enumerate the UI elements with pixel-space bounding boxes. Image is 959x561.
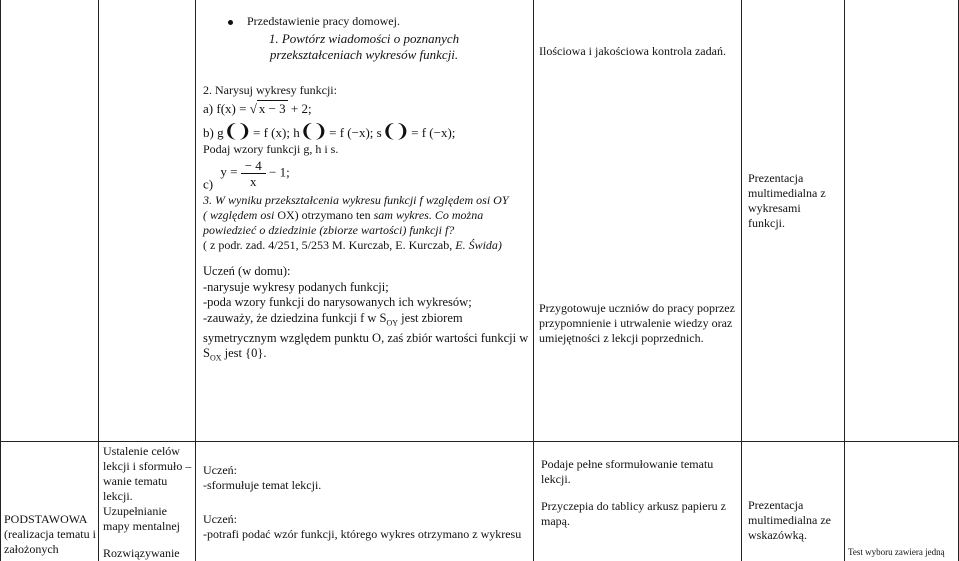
table-border-left bbox=[0, 0, 1, 561]
student-lesson-activities: Uczeń: -sformułuje temat lekcji. Uczeń: -potrafi podać wzór funkcji, którego wykres otrzymano z wykresu bbox=[203, 463, 522, 541]
homework-presentation: Przedstawienie pracy domowej. bbox=[247, 14, 400, 28]
table-border-col1 bbox=[98, 0, 99, 561]
table-border-col3 bbox=[533, 0, 534, 561]
formula-a: a) f(x) = √ x − 3 + 2; bbox=[203, 101, 312, 116]
table-border-col4 bbox=[741, 0, 742, 561]
lesson-media: Prezentacja multimedialna ze wskazówką. bbox=[748, 498, 831, 542]
task-3: 3. W wyniku przekształcenia wykresu funkcji f względem osi OY ( względem osi OX) otrzymano ten sam wykres. Co można powiedzieć o dziedzinie (zbiorze wartości) funkcji f? ( z podr. zad. 4/251, 5/253 M. Kurczab, E. Kurczab, E. Świda) bbox=[203, 193, 509, 252]
formula-c: c) y = $\frac{- 4}{x}$ − 1; bbox=[203, 158, 290, 192]
task-2-title: 2. Narysuj wykresy funkcji: bbox=[203, 83, 337, 97]
formula-b: b) g❨❩ = f (x); h❨❩ = f (−x); s❨❩ = f (−x); bbox=[203, 121, 456, 141]
teacher-lesson-activities: Podaje pełne sformułowanie tematu lekcji. Przyczepia do tablicy arkusz papieru z mapą. bbox=[541, 457, 726, 528]
stage-activities: Ustalenie celów lekcji i sformuło – wanie tematu lekcji. Uzupełnianie mapy mentalnej Rozwiązywanie bbox=[103, 444, 192, 560]
table-border-col2 bbox=[195, 0, 196, 561]
fraction: $\frac{- 4}{x}$ bbox=[241, 158, 266, 189]
task-1-title: 1. Powtórz wiadomości o poznanych przekształceniach wykresów funkcji. bbox=[268, 31, 460, 62]
student-home-activities: Uczeń (w domu): -narysuje wykresy podanych funkcji; -poda wzory funkcji do narysowanych ich wykresów; -zauważy, że dziedzina funkcji f w $S_{OY}$ jest zbiorem symetrycznym względem punktu O, zaś zbiór wartości funkcji w $S_{OX}$ jest {0}. bbox=[203, 264, 529, 363]
teacher-preparation: Przygotowuje uczniów do pracy poprzez przypomnienie i utrwalenie wiedzy oraz umiejętności z lekcji poprzednich. bbox=[539, 301, 735, 345]
media-presentation: Prezentacja multimedialna z wykresami funkcji. bbox=[748, 171, 826, 230]
test-description: Test wyboru zawiera jedną bbox=[848, 547, 945, 557]
bullet-icon bbox=[228, 20, 233, 25]
table-border-col5 bbox=[844, 0, 845, 561]
podaj-wzory: Podaj wzory funkcji g, h i s. bbox=[203, 142, 339, 156]
teacher-control: Ilościowa i jakościowa kontrola zadań. bbox=[539, 44, 726, 58]
row-divider bbox=[0, 441, 959, 442]
stage-name: PODSTAWOWA (realizacja tematu i założonych bbox=[4, 512, 96, 556]
